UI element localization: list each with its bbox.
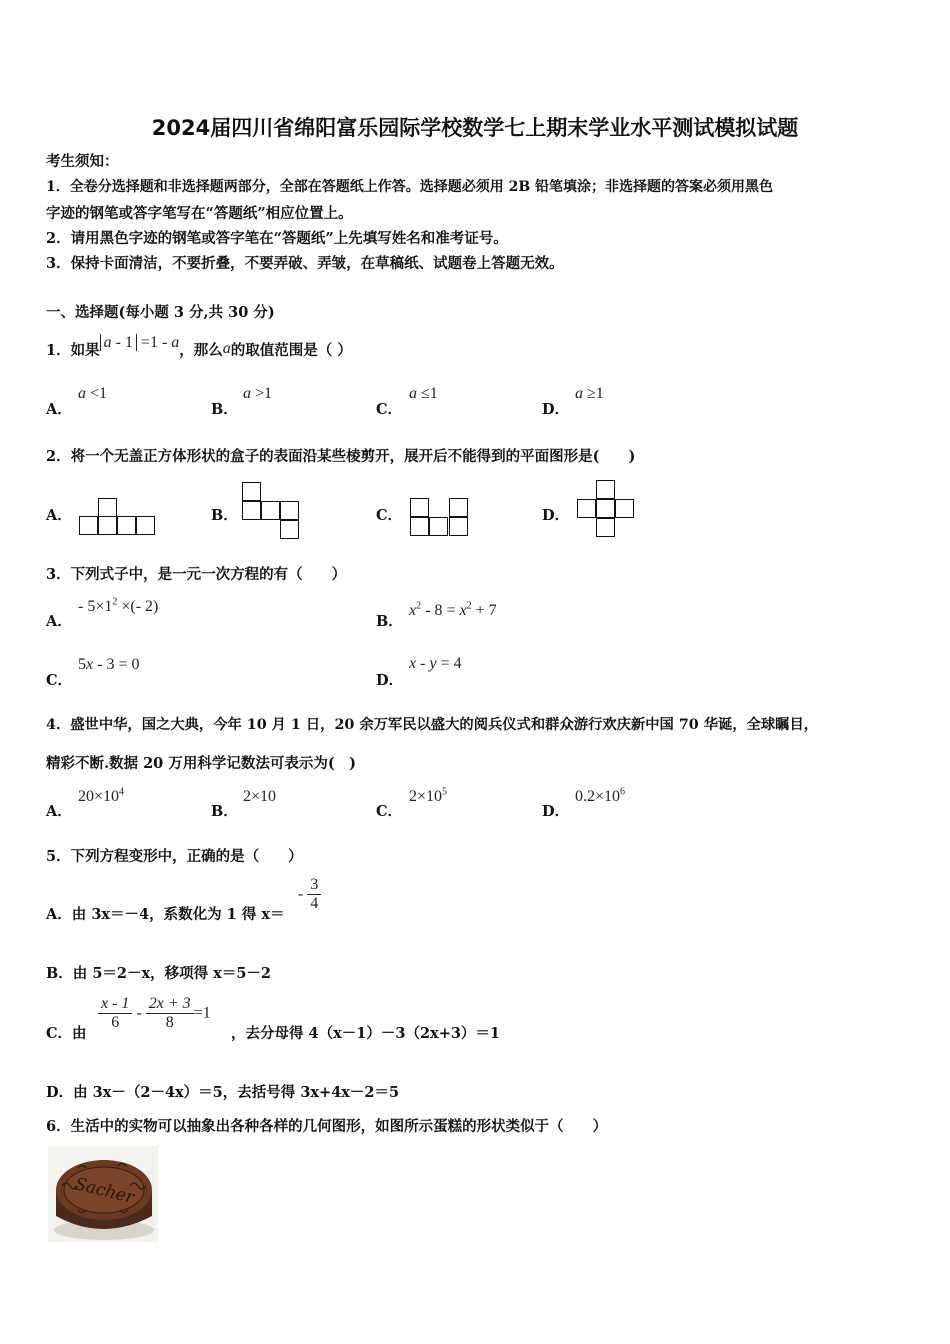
q2-net-b bbox=[242, 482, 302, 540]
q3-option-d-expr: x - y = 4 bbox=[409, 655, 462, 672]
q3-option-d[interactable]: D． bbox=[376, 672, 404, 689]
q2-net-a bbox=[79, 498, 157, 538]
q3-option-c-expr: 5x - 3 = 0 bbox=[78, 656, 140, 673]
page-title: 2024届四川省绵阳富乐园际学校数学七上期末学业水平测试模拟试题 bbox=[151, 116, 799, 140]
q3-option-a-expr: - $5\times 1^2$ ×(- 2) bbox=[78, 596, 159, 615]
question-3: 3．下列式子中，是一元一次方程的有（ ） bbox=[46, 566, 347, 583]
q5-option-a-fraction: - $\frac{3}{4}$ bbox=[298, 876, 321, 913]
question-2: 2．将一个无盖正方体形状的盒子的表面沿某些棱剪开，展开后不能得到的平面图形是( ) bbox=[46, 448, 636, 465]
q4-option-b-expr: 2×10 bbox=[243, 788, 277, 805]
q4-option-d-expr: $0.2\times 10^6$ bbox=[575, 786, 626, 805]
q3-option-c[interactable]: C． bbox=[46, 672, 73, 689]
q2-net-d bbox=[577, 480, 637, 538]
q4-option-b[interactable]: B． bbox=[211, 803, 238, 820]
cake-image bbox=[48, 1146, 158, 1242]
q5-option-d[interactable]: D．由 3x－（2－4x）＝5，去括号得 3x+4x－2＝5 bbox=[46, 1084, 400, 1101]
q4-option-c-expr: $2\times 10^5$ bbox=[409, 786, 448, 805]
notice-item-1: 1．全卷分选择题和非选择题两部分，全部在答题纸上作答。选择题必须用 2B 铅笔填涂；非选择题的答案必须用黑色 bbox=[46, 179, 774, 195]
q1-option-b-expr: a >1 bbox=[243, 385, 273, 402]
q5-option-c-equation: $\frac{x - 1}{6}$ - $\frac{2x + 3}{8}$ =1 bbox=[98, 995, 211, 1032]
section-heading: 一、选择题(每小题 3 分,共 30 分) bbox=[46, 304, 275, 321]
q1-option-d[interactable]: D． bbox=[542, 401, 570, 418]
notice-item-3: 3．保持卡面清洁，不要折叠，不要弄破、弄皱，在草稿纸、试题卷上答题无效。 bbox=[46, 255, 564, 272]
notice-item-1-cont: 字迹的钢笔或答字笔写在“答题纸”相应位置上。 bbox=[46, 205, 353, 222]
notice-item-2: 2．请用黑色字迹的钢笔或答字笔在“答题纸”上先填写姓名和准考证号。 bbox=[46, 230, 508, 247]
q4-option-a-expr: $20\times 10^4$ bbox=[78, 786, 125, 805]
question-6: 6．生活中的实物可以抽象出各种各样的几何图形，如图所示蛋糕的形状类似于（ ） bbox=[46, 1118, 608, 1135]
q4-option-c[interactable]: C． bbox=[376, 803, 403, 820]
q5-option-b[interactable]: B．由 5＝2－x，移项得 x＝5－2 bbox=[46, 965, 272, 982]
question-5: 5．下列方程变形中，正确的是（ ） bbox=[46, 848, 303, 865]
cake-lettering: Sacher bbox=[72, 1174, 136, 1209]
question-4-cont: 精彩不断.数据 20 万用科学记数法可表示为( ) bbox=[46, 755, 357, 772]
question-1: 1．如果 a - 1 =1 - a，那么a的取值范围是（ ） bbox=[46, 334, 352, 359]
q1-option-a[interactable]: A． bbox=[46, 401, 72, 418]
notice-heading: 考生须知： bbox=[46, 153, 119, 170]
q3-option-a[interactable]: A． bbox=[46, 613, 72, 630]
q1-option-c-expr: a ≤1 bbox=[409, 385, 438, 402]
q5-option-c-result: ，去分母得 4（x－1）－3（2x+3）＝1 bbox=[231, 1025, 501, 1042]
q2-option-d[interactable]: D． bbox=[542, 507, 570, 524]
question-4: 4．盛世中华，国之大典，今年 10 月 1 日，20 余万军民以盛大的阅兵仪式和群众游行欢庆新中国 70 华诞，全球瞩目， bbox=[46, 717, 819, 733]
q2-option-b[interactable]: B． bbox=[211, 507, 238, 524]
q1-option-b[interactable]: B． bbox=[211, 401, 238, 418]
q3-option-b[interactable]: B． bbox=[376, 613, 403, 630]
q2-option-c[interactable]: C． bbox=[376, 507, 403, 524]
q2-net-c bbox=[410, 498, 470, 538]
q4-option-a[interactable]: A． bbox=[46, 803, 72, 820]
q4-option-d[interactable]: D． bbox=[542, 803, 570, 820]
q5-option-a[interactable]: A．由 3x＝－4，系数化为 1 得 x＝ bbox=[46, 906, 285, 923]
q1-option-d-expr: a ≥1 bbox=[575, 385, 604, 402]
q1-option-a-expr: a <1 bbox=[78, 385, 108, 402]
q2-option-a[interactable]: A． bbox=[46, 507, 72, 524]
q1-option-c[interactable]: C． bbox=[376, 401, 403, 418]
q3-option-b-expr: $x^2 - 8 = x^2 + 7$ bbox=[409, 600, 497, 619]
q5-option-c[interactable]: C．由 bbox=[46, 1025, 87, 1042]
